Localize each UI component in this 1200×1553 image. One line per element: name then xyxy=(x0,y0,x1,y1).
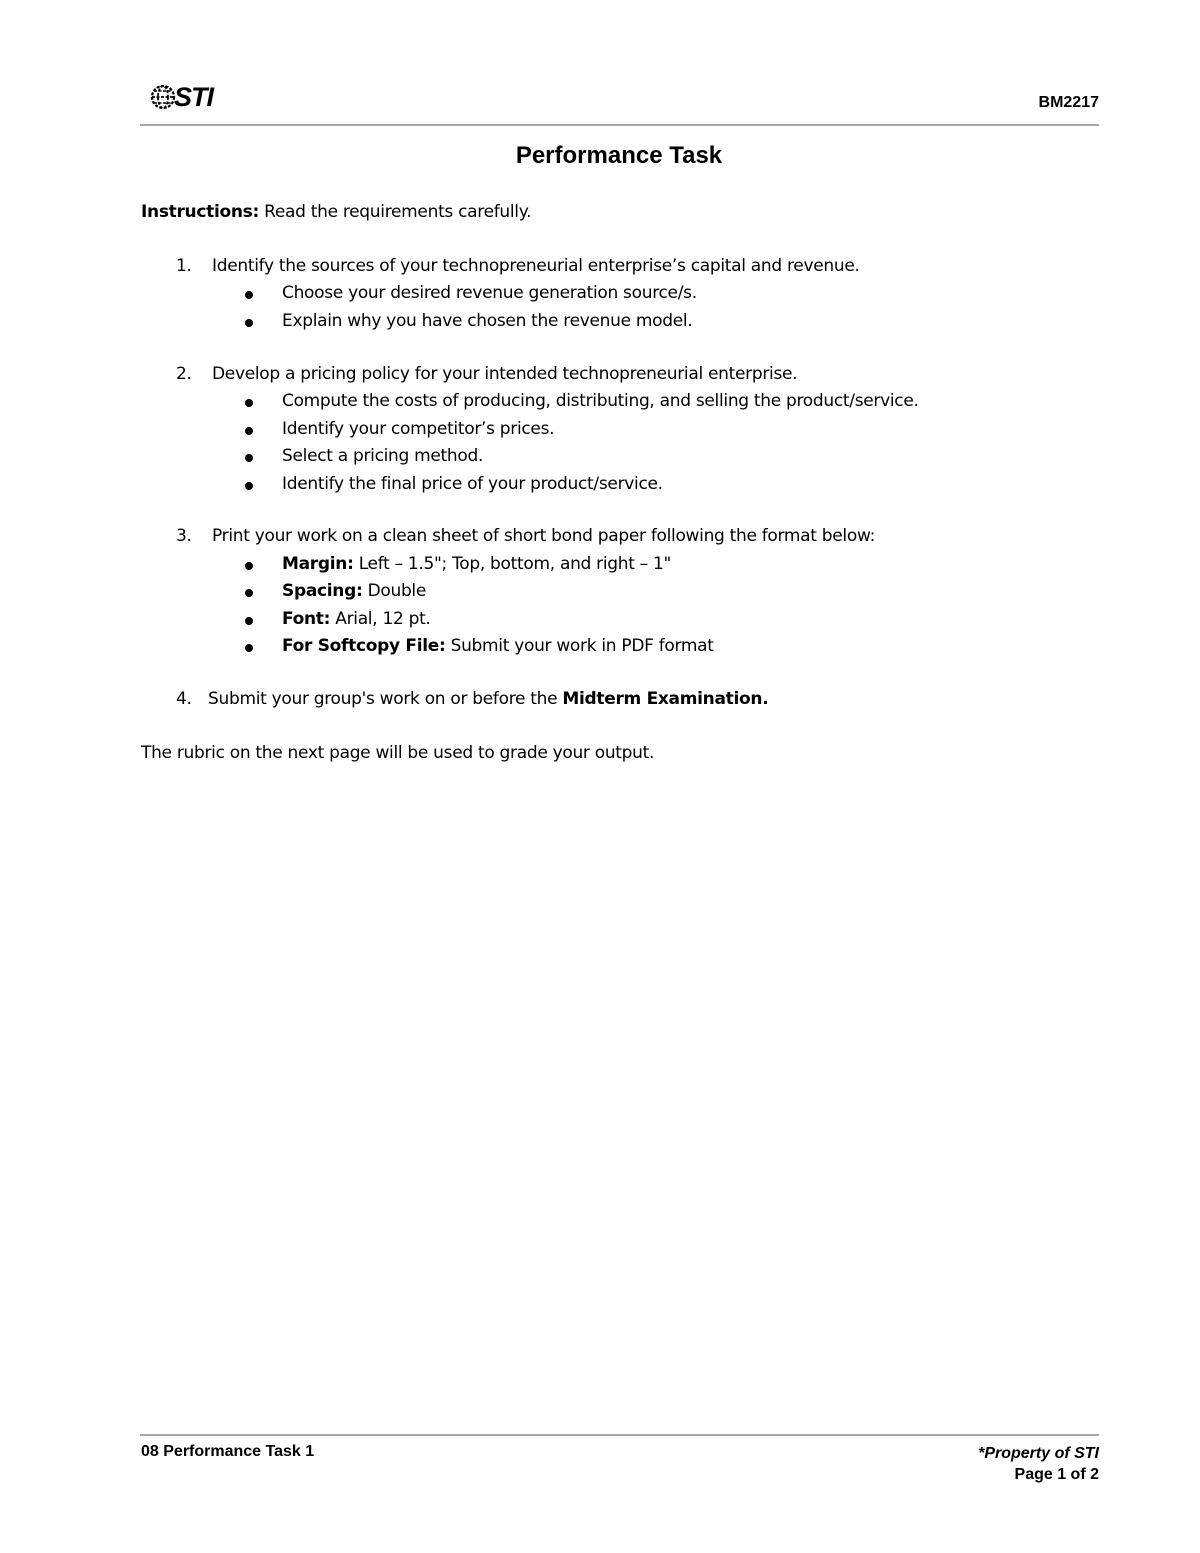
list-item: Print your work on a clean sheet of short bond paper following the format below: xyxy=(212,526,876,546)
item-punctuation: . xyxy=(762,689,769,709)
list-subitem xyxy=(282,609,431,629)
format-value: Double xyxy=(367,581,427,601)
list-subitem: Explain why you have chosen the revenue model. xyxy=(282,311,693,331)
format-label: Spacing: xyxy=(282,581,363,601)
bullet-icon xyxy=(245,319,253,327)
sti-logo xyxy=(150,82,213,112)
page-number: Page 1 of 2 xyxy=(1014,1466,1099,1483)
format-value: Submit your work in PDF format xyxy=(450,636,714,656)
bullet-icon xyxy=(245,399,253,407)
footer-right xyxy=(978,1443,1099,1485)
instructions-line xyxy=(141,202,531,222)
format-value: Left – 1.5"; Top, bottom, and right – 1" xyxy=(358,554,672,574)
list-subitem: Identify your competitor’s prices. xyxy=(282,419,555,439)
globe-icon xyxy=(150,84,176,110)
format-value: Arial, 12 pt. xyxy=(335,609,431,629)
list-subitem: Compute the costs of producing, distributing, and selling the product/service. xyxy=(282,391,919,411)
bullet-icon xyxy=(245,454,253,462)
bullet-icon xyxy=(245,291,253,299)
list-subitem: Identify the final price of your product/service. xyxy=(282,474,663,494)
bullet-icon xyxy=(245,589,253,597)
format-label: Margin: xyxy=(282,554,354,574)
list-item: Identify the sources of your technopreneurial enterprise’s capital and revenue. xyxy=(212,256,860,276)
instructions-label: Instructions: xyxy=(141,202,259,222)
closing-note: The rubric on the next page will be used to grade your output. xyxy=(141,743,655,763)
list-subitem: Choose your desired revenue generation source/s. xyxy=(282,283,697,303)
footer-document-name: 08 Performance Task 1 xyxy=(141,1443,315,1460)
list-subitem: Select a pricing method. xyxy=(282,446,484,466)
bullet-icon xyxy=(245,482,253,490)
format-label: Font: xyxy=(282,609,331,629)
format-label: For Softcopy File: xyxy=(282,636,446,656)
logo-text: STI xyxy=(174,82,214,112)
list-subitem xyxy=(282,554,671,574)
instructions-text: Read the requirements carefully. xyxy=(264,202,532,222)
bullet-icon xyxy=(245,562,253,570)
header-divider xyxy=(140,124,1099,126)
property-notice: *Property of STI xyxy=(978,1445,1099,1462)
list-item xyxy=(208,689,768,709)
list-subitem xyxy=(282,581,426,601)
bullet-icon xyxy=(245,644,253,652)
page-title: Performance Task xyxy=(515,142,723,169)
deadline-label: Midterm Examination xyxy=(562,689,763,709)
list-item: Develop a pricing policy for your intended technopreneurial enterprise. xyxy=(212,364,798,384)
item-number: 4. xyxy=(176,689,192,709)
item-number: 1. xyxy=(176,256,192,276)
item-number: 3. xyxy=(176,526,192,546)
bullet-icon xyxy=(245,617,253,625)
item-number: 2. xyxy=(176,364,192,384)
page-header xyxy=(140,78,1099,124)
list-subitem xyxy=(282,636,714,656)
document-code: BM2217 xyxy=(1038,94,1099,111)
footer-divider xyxy=(140,1434,1099,1436)
item-text: Submit your group's work on or before the xyxy=(208,689,558,709)
bullet-icon xyxy=(245,427,253,435)
